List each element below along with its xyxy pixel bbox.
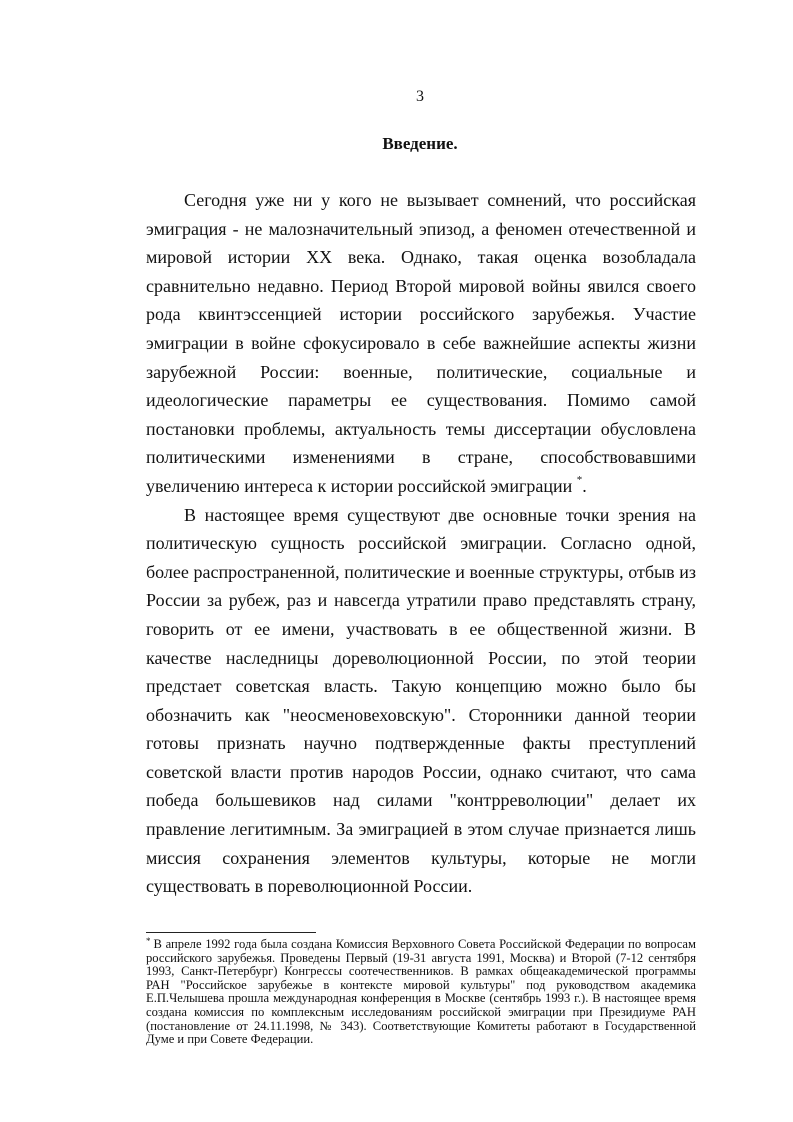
section-heading: Введение. (382, 134, 458, 153)
paragraph-1-text: Сегодня уже ни у кого не вызывает сомнений, что российская эмиграция - не малозначительный эпизод, а феномен отечественной и мировой истории XX века. Однако, такая оценка возобладала сравнительно недавно. Период Второй мировой войны явился своего рода квинтэссенцией истории российского зарубежья. Участие эмиграции в войне сфокусировало в себе важнейшие аспекты жизни зарубежной России: военные, политические, социальные и идеологические параметры ее существования. Помимо самой постановки проблемы, актуальность темы диссертации обусловлена политическими изменениями в стране, способствовавшими увеличению интереса к истории российской эмиграции (146, 190, 696, 496)
page-number: 3 (416, 88, 424, 105)
body-text (146, 186, 696, 901)
footnote-mark: * (146, 936, 151, 946)
footnote-separator (146, 932, 316, 933)
paragraph-2 (146, 501, 696, 901)
footnote (146, 938, 696, 1047)
paragraph-1 (146, 186, 696, 501)
footnote-reference-mark: * (576, 473, 583, 486)
paragraph-2-text: В настоящее время существуют две основные точки зрения на политическую сущность российской эмиграции. Согласно одной, более распространенной, политические и военные структуры, отбыв из России за рубеж, раз и навсегда утратили право представлять страну, говорить от ее имени, участвовать в ее общественной жизни. В качестве наследницы дореволюционной России, по этой теории предстает советская власть. Такую концепцию можно было бы обозначить как "неосменовеховскую". Сторонники данной теории готовы признать научно подтвержденные факты преступлений советской власти против народов России, однако считают, что сама победа большевиков над силами "контрреволюции" делает их правление легитимным. За эмиграцией в этом случае признается лишь миссия сохранения элементов культуры, которые не могли существовать в пореволюционной России. (146, 504, 696, 897)
paragraph-1-tail: . (582, 475, 587, 496)
footnote-text: В апреле 1992 года была создана Комиссия Верховного Совета Российской Федерации по вопросам российского зарубежья. Проведены Первый (19-31 августа 1991, Москва) и Второй (7-12 сентября 1993, Санкт-Петербург) Конгрессы соотечественников. В рамках общеакадемической программы РАН "Российское зарубежье в контексте мировой культуры" под руководством академика Е.П.Челышева прошла международная конференция в Москве (сентябрь 1993 г.). В настоящее время создана комиссия по комплексным исследованиям российской эмиграции при Президиуме РАН (постановление от 24.11.1998, № 343). Соответствующие Комитеты работают в Государственной Думе и при Совете Федерации. (146, 937, 696, 1047)
